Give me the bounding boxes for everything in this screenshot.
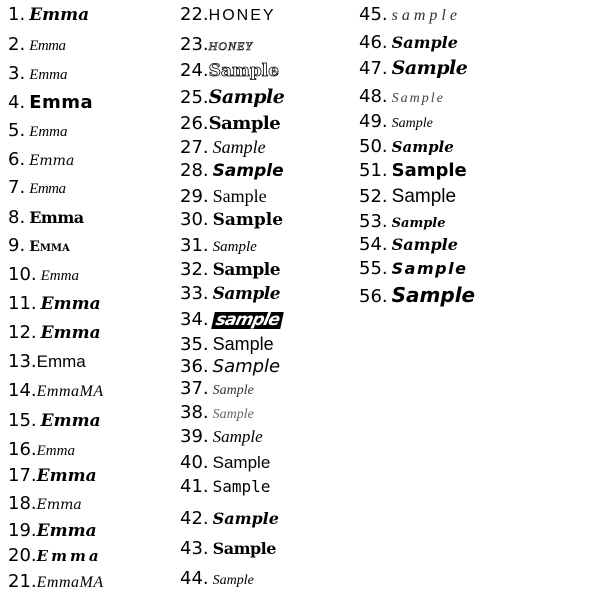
option-sample: Sample: [212, 210, 284, 230]
option-sample: Emma: [40, 294, 101, 314]
option-number: 6.: [8, 149, 26, 170]
option-sample: Sample: [391, 186, 457, 207]
option-sample: Emma: [29, 239, 70, 255]
option-number: 10.: [8, 264, 37, 285]
option-sample: EmmaMA: [36, 383, 104, 400]
font-option-31: [180, 237, 257, 255]
option-number: 45.: [359, 4, 388, 25]
option-sample: Sample: [391, 216, 446, 231]
option-sample: Sample: [212, 284, 281, 304]
font-option-15: [8, 412, 101, 430]
option-sample: Emma: [29, 153, 75, 169]
option-number: 48.: [359, 86, 388, 107]
font-option-23: [180, 36, 253, 54]
font-option-55: [359, 260, 467, 278]
option-number: 33.: [180, 283, 209, 304]
option-number: 34.: [180, 309, 209, 330]
font-option-9: [8, 237, 70, 255]
font-option-21: [8, 573, 104, 591]
font-option-44: [180, 570, 254, 588]
font-option-20: [8, 547, 102, 565]
option-number: 40.: [180, 452, 209, 473]
font-option-13: [8, 353, 86, 371]
option-number: 44.: [180, 568, 209, 589]
option-number: 46.: [359, 32, 388, 53]
option-sample: Emma: [29, 92, 94, 113]
option-number: 51.: [359, 160, 388, 181]
option-sample: Sample: [212, 260, 281, 280]
font-option-19: [8, 522, 97, 540]
font-option-1: [8, 6, 89, 24]
option-sample: Emma: [36, 466, 97, 486]
option-sample: Sample: [208, 86, 285, 108]
option-number: 47.: [359, 58, 388, 79]
font-option-27: [180, 138, 266, 157]
option-number: 31.: [180, 235, 209, 256]
font-option-56: [359, 285, 475, 306]
font-option-30: [180, 211, 283, 229]
option-sample: sample: [211, 312, 283, 329]
font-option-26: [180, 115, 280, 133]
option-sample: Sample: [212, 356, 281, 377]
font-option-29: [180, 187, 267, 206]
option-number: 11.: [8, 293, 37, 314]
option-number: 1.: [8, 4, 26, 25]
font-option-52: [359, 187, 456, 206]
option-number: 30.: [180, 209, 209, 230]
option-sample: Sample: [208, 113, 281, 134]
font-option-12: [8, 324, 101, 342]
font-option-33: [180, 285, 280, 303]
font-option-48: [359, 88, 445, 106]
option-sample: Sample: [212, 407, 254, 422]
font-option-54: [359, 236, 458, 254]
option-number: 50.: [359, 136, 388, 157]
option-number: 23.: [180, 34, 209, 55]
option-number: 25.: [180, 87, 209, 108]
font-option-18: [8, 495, 82, 513]
option-sample: Sample: [212, 334, 274, 354]
font-option-4: [8, 94, 93, 112]
option-number: 4.: [8, 92, 26, 113]
option-number: 28.: [180, 160, 209, 181]
option-sample: Sample: [391, 160, 467, 181]
option-sample: Sample: [212, 137, 266, 157]
option-sample: EmmaMA: [36, 574, 104, 591]
font-option-40: [180, 454, 270, 472]
font-option-41: [180, 478, 270, 496]
option-sample: Emma: [36, 443, 75, 459]
option-number: 2.: [8, 34, 26, 55]
option-number: 27.: [180, 137, 209, 158]
option-number: 22.: [180, 4, 209, 25]
option-number: 29.: [180, 186, 209, 207]
option-number: 35.: [180, 334, 209, 355]
option-sample: sample: [391, 7, 461, 24]
font-option-37: [180, 380, 254, 398]
font-option-42: [180, 510, 279, 528]
font-option-39: [180, 428, 263, 446]
option-sample: Sample: [212, 453, 271, 472]
option-sample: Sample: [212, 509, 279, 528]
option-sample: Sample: [391, 259, 468, 278]
font-option-35: [180, 335, 274, 354]
font-option-24: [180, 62, 279, 80]
option-number: 55.: [359, 258, 388, 279]
option-number: 20.: [8, 545, 37, 566]
option-number: 49.: [359, 111, 388, 132]
option-sample: Sample: [212, 161, 284, 181]
font-option-32: [180, 261, 280, 279]
option-sample: Sample: [212, 239, 257, 255]
font-option-8: [8, 209, 84, 227]
option-number: 18.: [8, 493, 37, 514]
option-number: 5.: [8, 120, 26, 141]
option-number: 26.: [180, 113, 209, 134]
font-option-47: [359, 59, 467, 78]
font-option-2: [8, 36, 66, 54]
font-option-50: [359, 138, 454, 156]
option-number: 32.: [180, 259, 209, 280]
option-number: 15.: [8, 410, 37, 431]
option-sample: Sample: [212, 477, 271, 496]
option-sample: HONEY: [208, 7, 276, 24]
option-sample: Sample: [212, 573, 254, 588]
option-sample: Sample: [391, 235, 458, 254]
font-option-49: [359, 113, 433, 131]
option-number: 7.: [8, 177, 26, 198]
option-number: 8.: [8, 207, 26, 228]
option-number: 39.: [180, 426, 209, 447]
option-sample: Emma: [29, 67, 68, 83]
option-sample: Emma: [40, 323, 101, 343]
option-number: 19.: [8, 520, 37, 541]
option-sample: Sample: [391, 57, 468, 79]
option-number: 52.: [359, 186, 388, 207]
font-option-3: [8, 65, 68, 83]
option-sample: Emma: [36, 547, 102, 565]
font-option-43: [180, 540, 276, 558]
font-option-36: [180, 358, 280, 376]
option-number: 14.: [8, 380, 37, 401]
option-sample: Sample: [391, 33, 458, 52]
font-option-28: [180, 162, 284, 180]
font-option-46: [359, 34, 458, 52]
option-number: 17.: [8, 465, 37, 486]
option-number: 9.: [8, 235, 26, 256]
font-option-11: [8, 295, 101, 313]
font-option-51: [359, 162, 467, 180]
option-number: 43.: [180, 538, 209, 559]
font-option-25: [180, 88, 284, 107]
option-number: 41.: [180, 476, 209, 497]
option-number: 36.: [180, 356, 209, 377]
option-sample: Emma: [29, 181, 66, 197]
option-sample: Emma: [36, 521, 97, 541]
font-option-38: [180, 404, 254, 422]
option-sample: Emma: [29, 124, 68, 140]
font-option-17: [8, 467, 97, 485]
font-option-14: [8, 382, 104, 400]
option-sample: Sample: [208, 61, 280, 81]
option-sample: Sample: [391, 91, 445, 106]
option-sample: Sample: [391, 283, 476, 307]
option-number: 3.: [8, 63, 26, 84]
font-option-53: [359, 213, 446, 231]
option-sample: Sample: [391, 116, 433, 131]
font-option-16: [8, 441, 75, 459]
option-number: 16.: [8, 439, 37, 460]
option-sample: Sample: [212, 383, 254, 398]
option-sample: Emma: [29, 5, 90, 25]
font-option-10: [8, 266, 79, 284]
option-number: 53.: [359, 211, 388, 232]
font-option-34: [180, 311, 281, 329]
option-number: 38.: [180, 402, 209, 423]
option-sample: HONEY: [208, 39, 253, 53]
font-option-5: [8, 122, 68, 140]
option-number: 56.: [359, 286, 388, 307]
option-number: 13.: [8, 351, 37, 372]
option-sample: Emma: [40, 268, 79, 284]
font-option-6: [8, 151, 74, 169]
option-sample: Sample: [212, 427, 263, 446]
option-sample: Emma: [40, 411, 101, 431]
font-option-22: [180, 6, 276, 24]
option-number: 42.: [180, 508, 209, 529]
option-sample: Emma: [36, 497, 82, 513]
font-option-7: [8, 179, 66, 197]
option-sample: Sample: [212, 539, 276, 558]
option-number: 21.: [8, 571, 37, 592]
option-sample: Sample: [391, 138, 454, 156]
option-number: 37.: [180, 378, 209, 399]
option-sample: Sample: [212, 186, 267, 206]
option-number: 54.: [359, 234, 388, 255]
option-number: 12.: [8, 322, 37, 343]
option-number: 24.: [180, 60, 209, 81]
option-sample: Emma: [29, 38, 66, 54]
option-sample: Emma: [29, 208, 84, 227]
option-sample: Emma: [36, 352, 86, 371]
font-option-45: [359, 6, 461, 24]
